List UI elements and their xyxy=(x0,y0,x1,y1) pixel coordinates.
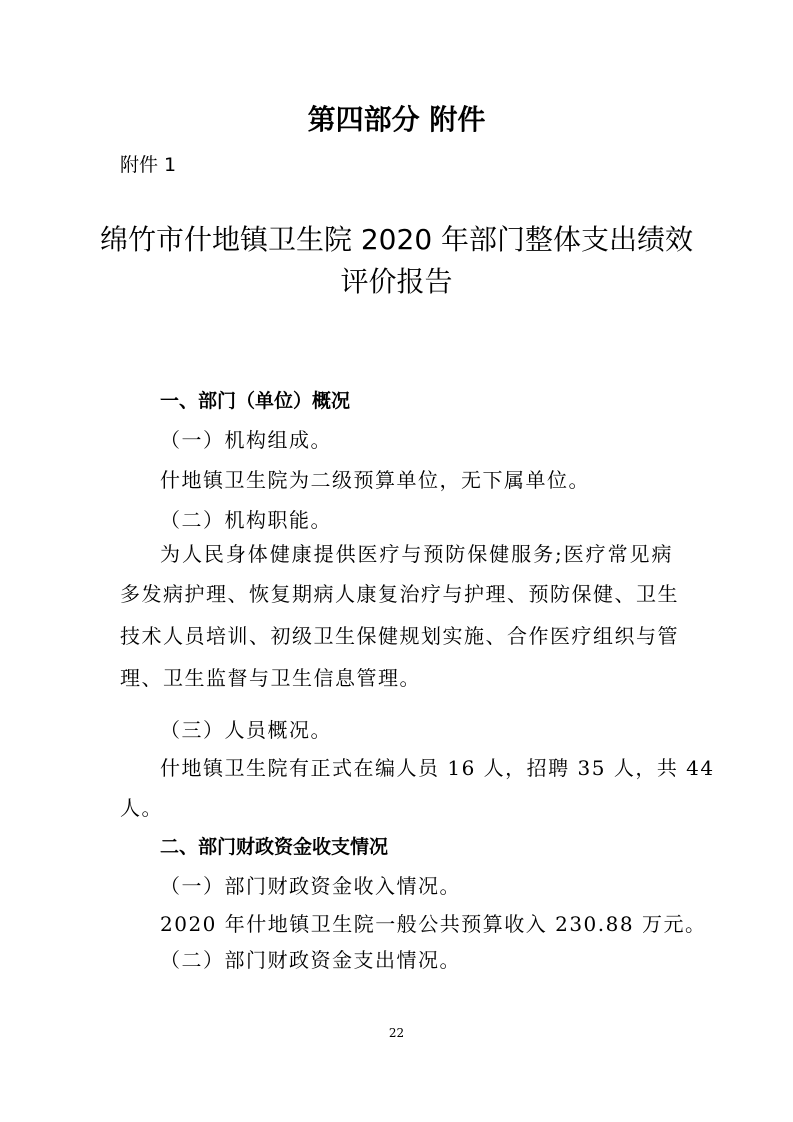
subsection-2-1-text: 2020 年什地镇卫生院一般公共预算收入 230.88 万元。 xyxy=(160,912,707,936)
subsection-1-1-text: 什地镇卫生院为二级预算单位，无下属单位。 xyxy=(160,468,590,492)
part-title: 第四部分 附件 xyxy=(307,103,486,136)
subsection-1-2-line-3: 技术人员培训、初级卫生保健规划实施、合作医疗组织与管 xyxy=(120,624,679,648)
report-title-line-1: 绵竹市什地镇卫生院 2020 年部门整体支出绩效 xyxy=(99,223,694,256)
section-1-heading: 一、部门（单位）概况 xyxy=(160,390,351,412)
subsection-1-2-line-2: 多发病护理、恢复期病人康复治疗与护理、预防保健、卫生 xyxy=(120,582,679,606)
subsection-1-1-heading: （一）机构组成。 xyxy=(160,428,332,452)
subsection-2-2-heading: （二）部门财政资金支出情况。 xyxy=(160,948,461,972)
subsection-1-2-heading: （二）机构职能。 xyxy=(160,508,332,532)
subsection-1-3-heading: （三）人员概况。 xyxy=(160,718,332,742)
subsection-1-3-line-1: 什地镇卫生院有正式在编人员 16 人，招聘 35 人，共 44 xyxy=(160,756,715,780)
subsection-1-2-line-4: 理、卫生监督与卫生信息管理。 xyxy=(120,666,421,690)
section-2-heading: 二、部门财政资金收支情况 xyxy=(160,836,389,858)
report-title-line-2: 评价报告 xyxy=(340,265,453,298)
annex-label: 附件 1 xyxy=(120,154,177,176)
subsection-1-3-line-2: 人。 xyxy=(120,796,163,820)
page-number: 22 xyxy=(388,1026,405,1040)
subsection-1-2-line-1: 为人民身体健康提供医疗与预防保健服务;医疗常见病 xyxy=(160,542,673,566)
subsection-2-1-heading: （一）部门财政资金收入情况。 xyxy=(160,874,461,898)
